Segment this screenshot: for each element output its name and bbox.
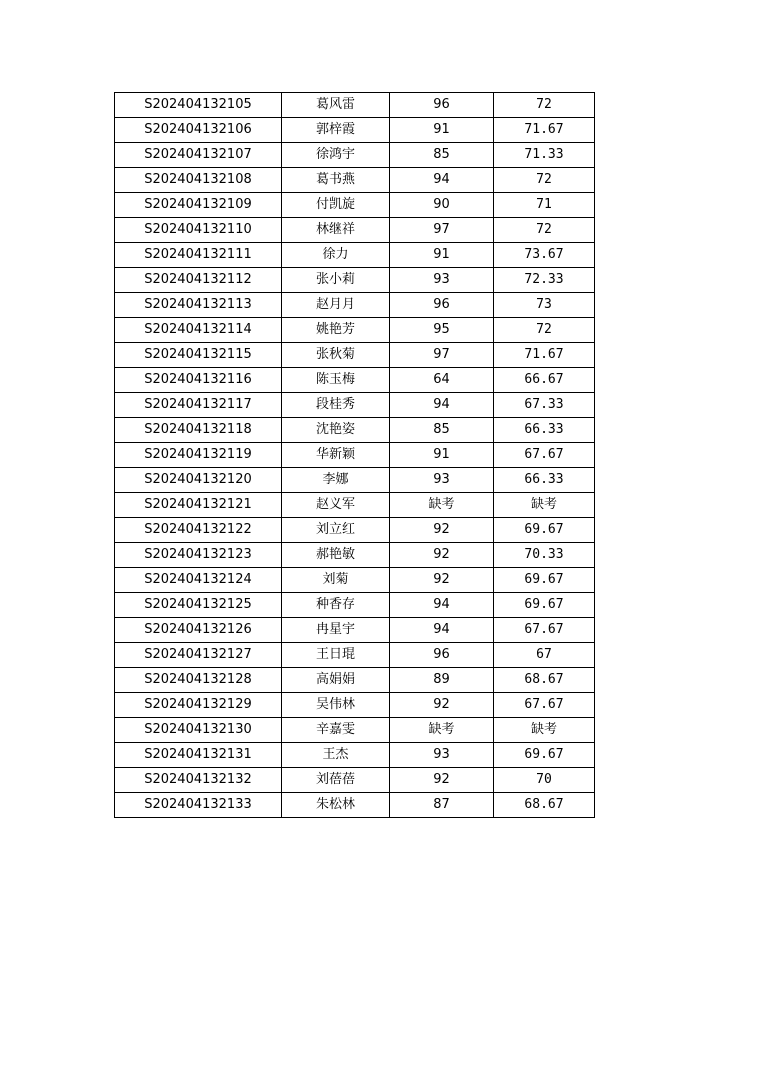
candidate-id-cell: S202404132117 [115,393,282,418]
interview-score-cell: 69.67 [494,743,595,768]
interview-score-cell: 72 [494,93,595,118]
interview-score-cell: 69.67 [494,593,595,618]
table-row [115,543,595,568]
candidate-name-cell: 陈玉梅 [282,368,390,393]
written-score-cell: 缺考 [390,493,494,518]
interview-score-cell: 66.33 [494,418,595,443]
candidate-name-cell: 刘蓓蓓 [282,768,390,793]
candidate-id-cell: S202404132119 [115,443,282,468]
candidate-name-cell: 王日琨 [282,643,390,668]
interview-score-cell: 72 [494,318,595,343]
candidate-id-cell: S202404132129 [115,693,282,718]
interview-score-cell: 缺考 [494,493,595,518]
written-score-cell: 94 [390,618,494,643]
table-row [115,468,595,493]
written-score-cell: 93 [390,743,494,768]
interview-score-cell: 66.67 [494,368,595,393]
written-score-cell: 94 [390,393,494,418]
candidate-name-cell: 吴伟林 [282,693,390,718]
interview-score-cell: 71.67 [494,118,595,143]
score-table [114,92,595,818]
candidate-id-cell: S202404132108 [115,168,282,193]
interview-score-cell: 71.33 [494,143,595,168]
interview-score-cell: 67 [494,643,595,668]
written-score-cell: 92 [390,693,494,718]
candidate-id-cell: S202404132126 [115,618,282,643]
table-row [115,343,595,368]
table-row [115,793,595,818]
written-score-cell: 94 [390,168,494,193]
written-score-cell: 94 [390,593,494,618]
candidate-name-cell: 郭梓霞 [282,118,390,143]
written-score-cell: 97 [390,218,494,243]
interview-score-cell: 73.67 [494,243,595,268]
candidate-name-cell: 辛嘉雯 [282,718,390,743]
candidate-id-cell: S202404132109 [115,193,282,218]
table-row [115,768,595,793]
candidate-name-cell: 赵月月 [282,293,390,318]
table-row [115,618,595,643]
candidate-name-cell: 段桂秀 [282,393,390,418]
written-score-cell: 85 [390,418,494,443]
written-score-cell: 92 [390,518,494,543]
candidate-name-cell: 姚艳芳 [282,318,390,343]
table-row [115,118,595,143]
interview-score-cell: 67.67 [494,443,595,468]
candidate-id-cell: S202404132120 [115,468,282,493]
candidate-name-cell: 刘菊 [282,568,390,593]
interview-score-cell: 70 [494,768,595,793]
interview-score-cell: 67.67 [494,693,595,718]
table-row [115,318,595,343]
candidate-id-cell: S202404132122 [115,518,282,543]
candidate-name-cell: 沈艳姿 [282,418,390,443]
candidate-id-cell: S202404132106 [115,118,282,143]
table-row [115,193,595,218]
candidate-id-cell: S202404132125 [115,593,282,618]
score-table-body [115,93,595,818]
table-row [115,368,595,393]
written-score-cell: 91 [390,118,494,143]
candidate-id-cell: S202404132116 [115,368,282,393]
written-score-cell: 64 [390,368,494,393]
written-score-cell: 92 [390,543,494,568]
candidate-name-cell: 葛书燕 [282,168,390,193]
interview-score-cell: 70.33 [494,543,595,568]
candidate-id-cell: S202404132114 [115,318,282,343]
interview-score-cell: 71.67 [494,343,595,368]
candidate-name-cell: 林继祥 [282,218,390,243]
interview-score-cell: 69.67 [494,518,595,543]
candidate-name-cell: 徐鸿宇 [282,143,390,168]
candidate-name-cell: 付凯旋 [282,193,390,218]
table-row [115,293,595,318]
interview-score-cell: 68.67 [494,793,595,818]
table-row [115,718,595,743]
candidate-id-cell: S202404132111 [115,243,282,268]
candidate-name-cell: 葛风雷 [282,93,390,118]
candidate-id-cell: S202404132127 [115,643,282,668]
written-score-cell: 85 [390,143,494,168]
candidate-name-cell: 种香存 [282,593,390,618]
candidate-name-cell: 徐力 [282,243,390,268]
candidate-id-cell: S202404132112 [115,268,282,293]
interview-score-cell: 67.33 [494,393,595,418]
table-row [115,743,595,768]
candidate-id-cell: S202404132118 [115,418,282,443]
written-score-cell: 91 [390,443,494,468]
table-row [115,493,595,518]
written-score-cell: 91 [390,243,494,268]
table-row [115,268,595,293]
candidate-name-cell: 冉星宇 [282,618,390,643]
table-row [115,593,595,618]
candidate-id-cell: S202404132105 [115,93,282,118]
interview-score-cell: 72 [494,168,595,193]
table-row [115,168,595,193]
candidate-id-cell: S202404132128 [115,668,282,693]
table-row [115,668,595,693]
candidate-name-cell: 高娟娟 [282,668,390,693]
candidate-name-cell: 刘立红 [282,518,390,543]
written-score-cell: 92 [390,768,494,793]
written-score-cell: 缺考 [390,718,494,743]
written-score-cell: 95 [390,318,494,343]
written-score-cell: 96 [390,93,494,118]
candidate-id-cell: S202404132132 [115,768,282,793]
written-score-cell: 92 [390,568,494,593]
candidate-id-cell: S202404132113 [115,293,282,318]
candidate-name-cell: 华新颖 [282,443,390,468]
candidate-id-cell: S202404132124 [115,568,282,593]
written-score-cell: 96 [390,643,494,668]
candidate-id-cell: S202404132115 [115,343,282,368]
table-row [115,218,595,243]
table-row [115,568,595,593]
written-score-cell: 89 [390,668,494,693]
interview-score-cell: 69.67 [494,568,595,593]
interview-score-cell: 67.67 [494,618,595,643]
table-row [115,693,595,718]
candidate-id-cell: S202404132123 [115,543,282,568]
interview-score-cell: 72.33 [494,268,595,293]
table-row [115,393,595,418]
candidate-name-cell: 朱松林 [282,793,390,818]
table-row [115,143,595,168]
written-score-cell: 87 [390,793,494,818]
interview-score-cell: 缺考 [494,718,595,743]
table-row [115,443,595,468]
candidate-id-cell: S202404132130 [115,718,282,743]
interview-score-cell: 66.33 [494,468,595,493]
candidate-id-cell: S202404132110 [115,218,282,243]
written-score-cell: 90 [390,193,494,218]
table-row [115,243,595,268]
candidate-name-cell: 张小莉 [282,268,390,293]
written-score-cell: 96 [390,293,494,318]
table-row [115,418,595,443]
candidate-name-cell: 郝艳敏 [282,543,390,568]
interview-score-cell: 72 [494,218,595,243]
table-row [115,643,595,668]
table-row [115,93,595,118]
candidate-name-cell: 张秋菊 [282,343,390,368]
candidate-id-cell: S202404132107 [115,143,282,168]
table-row [115,518,595,543]
interview-score-cell: 68.67 [494,668,595,693]
written-score-cell: 93 [390,468,494,493]
candidate-id-cell: S202404132131 [115,743,282,768]
candidate-id-cell: S202404132121 [115,493,282,518]
candidate-name-cell: 李娜 [282,468,390,493]
candidate-name-cell: 赵义军 [282,493,390,518]
written-score-cell: 93 [390,268,494,293]
candidate-name-cell: 王杰 [282,743,390,768]
interview-score-cell: 73 [494,293,595,318]
candidate-id-cell: S202404132133 [115,793,282,818]
interview-score-cell: 71 [494,193,595,218]
written-score-cell: 97 [390,343,494,368]
